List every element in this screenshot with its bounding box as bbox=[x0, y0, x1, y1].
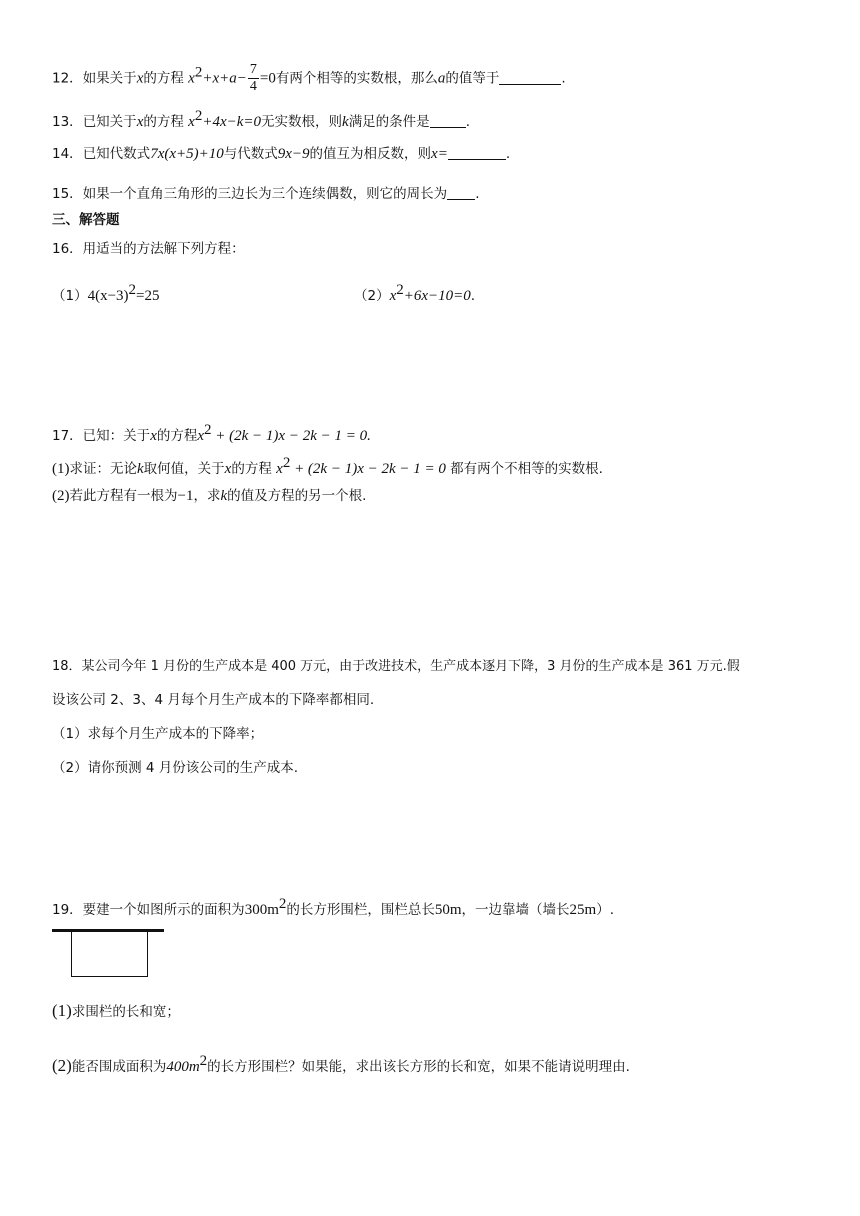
text: 的方程 bbox=[156, 428, 198, 444]
equation: x bbox=[188, 70, 195, 87]
text: . bbox=[561, 70, 566, 87]
text: ，一边靠墙（墙长 bbox=[461, 902, 570, 918]
equation: 4(x−3) bbox=[87, 288, 129, 304]
fence-rectangle bbox=[71, 932, 148, 977]
exponent: 2 bbox=[278, 896, 287, 912]
equation: =25 bbox=[136, 288, 160, 304]
question-16-part-2 bbox=[354, 280, 475, 306]
part-label: (1) bbox=[52, 1001, 72, 1020]
expression: 9x−9 bbox=[277, 146, 310, 162]
question-number: 15． bbox=[52, 186, 83, 202]
equation: x bbox=[389, 288, 397, 304]
answer-blank[interactable] bbox=[499, 70, 561, 85]
math-var: a bbox=[437, 70, 446, 87]
text: 都有两个不相等的实数根. bbox=[445, 461, 603, 477]
expression: 7x(x+5)+10 bbox=[150, 146, 224, 162]
fraction-denominator: 4 bbox=[249, 79, 257, 94]
number: −1 bbox=[177, 488, 194, 504]
question-18-part-1: （1）求每个月生产成本的下降率； bbox=[52, 726, 264, 742]
text: 的长方形围栏？如果能，求出该长方形的长和宽，如果不能请说明理由. bbox=[207, 1059, 630, 1075]
question-18-line-2: 设该公司 2、3、4 月每个月生产成本的下降率都相同. bbox=[52, 692, 375, 708]
section-heading: 三、解答题 bbox=[52, 212, 120, 228]
equation: x bbox=[276, 461, 283, 477]
equation: + (2k − 1)x − 2k − 1 = 0. bbox=[211, 428, 371, 444]
exponent: 2 bbox=[194, 108, 203, 124]
question-12 bbox=[52, 62, 566, 95]
question-17 bbox=[52, 420, 371, 446]
text: 已知关于 bbox=[82, 114, 137, 130]
question-14 bbox=[52, 144, 510, 164]
equation: x bbox=[188, 114, 195, 130]
math-var: x bbox=[150, 428, 157, 444]
question-19-part-2 bbox=[52, 1051, 630, 1077]
text: 17．已知：关于 bbox=[52, 428, 151, 444]
quantity: 25m bbox=[569, 902, 597, 918]
question-17-part-1 bbox=[52, 453, 603, 479]
text: 的值及方程的另一个根. bbox=[227, 488, 367, 504]
math-var: x bbox=[224, 461, 232, 477]
text: . bbox=[465, 114, 470, 130]
math-var: x bbox=[136, 114, 144, 130]
text: . bbox=[475, 186, 480, 202]
quantity: 300m bbox=[244, 902, 279, 918]
text: 有两个相等的实数根，那么 bbox=[275, 70, 438, 87]
text: 19．要建一个如图所示的面积为 bbox=[52, 902, 245, 918]
exponent: 2 bbox=[204, 422, 212, 438]
question-number: 13． bbox=[52, 114, 83, 130]
question-16-part-1 bbox=[52, 280, 160, 306]
math-var: k bbox=[137, 461, 144, 477]
text: 若此方程有一根为 bbox=[69, 488, 178, 504]
part-label: (2) bbox=[52, 1056, 72, 1075]
text: 已知代数式 bbox=[82, 146, 151, 162]
math-var: x bbox=[136, 70, 144, 87]
question-18-line-1: 18．某公司今年 1 月份的生产成本是 400 万元，由于改进技术，生产成本逐月下降，3 月份的生产成本是 361 万元.假 bbox=[52, 659, 740, 674]
part-label: (2) bbox=[52, 488, 70, 504]
text: 的值等于 bbox=[445, 70, 500, 87]
exponent: 2 bbox=[396, 282, 404, 298]
question-17-part-2 bbox=[52, 486, 366, 506]
question-number: 14． bbox=[52, 146, 83, 162]
math-var: k bbox=[342, 114, 349, 130]
text: 的长方形围栏，围栏总长 bbox=[286, 902, 435, 918]
exponent: 2 bbox=[128, 282, 137, 298]
question-15 bbox=[52, 184, 479, 204]
exponent: 2 bbox=[199, 1053, 208, 1069]
part-label: （2） bbox=[354, 288, 390, 304]
exponent: 2 bbox=[194, 64, 203, 81]
part-label: (1) bbox=[52, 461, 70, 477]
question-19-part-1 bbox=[52, 1001, 180, 1022]
answer-blank[interactable] bbox=[447, 185, 475, 200]
expression: x= bbox=[431, 146, 448, 162]
text: 无实数根，则 bbox=[261, 114, 343, 130]
text: 与代数式 bbox=[223, 146, 278, 162]
text: 如果一个直角三角形的三边长为三个连续偶数，则它的周长为 bbox=[82, 186, 448, 202]
fraction-numerator: 7 bbox=[249, 62, 257, 77]
text: ）. bbox=[596, 902, 614, 918]
equation: + (2k − 1)x − 2k − 1 = 0 bbox=[290, 461, 446, 477]
question-19 bbox=[52, 894, 614, 920]
text: ，求 bbox=[193, 488, 221, 504]
exponent: 2 bbox=[282, 455, 291, 471]
text: 的方程 bbox=[143, 70, 184, 87]
quantity: 400m bbox=[166, 1059, 200, 1075]
quantity: 50m bbox=[434, 902, 462, 918]
text: 如果关于 bbox=[82, 70, 137, 87]
text: . bbox=[505, 146, 511, 162]
question-number: 12． bbox=[52, 70, 83, 87]
text: 满足的条件是 bbox=[348, 114, 430, 130]
equation: +x+a− bbox=[202, 70, 247, 87]
question-16: 16．用适当的方法解下列方程： bbox=[52, 241, 245, 257]
text: 求证：无论 bbox=[69, 461, 137, 477]
equation: +6x−10=0 bbox=[403, 288, 471, 304]
fraction bbox=[248, 62, 259, 95]
part-label: （1） bbox=[52, 288, 88, 304]
text: 能否围成面积为 bbox=[71, 1059, 167, 1075]
answer-blank[interactable] bbox=[448, 145, 506, 160]
equation: +4x−k=0 bbox=[202, 114, 262, 130]
equation: x bbox=[197, 428, 205, 444]
text: 求围栏的长和宽； bbox=[71, 1004, 180, 1020]
text: 取何值，关于 bbox=[143, 461, 225, 477]
text: 的方程 bbox=[231, 461, 277, 477]
math-var: k bbox=[220, 488, 228, 504]
text: . bbox=[470, 288, 476, 304]
answer-blank[interactable] bbox=[430, 113, 466, 128]
text: 的值互为相反数，则 bbox=[309, 146, 432, 162]
equation: =0 bbox=[259, 70, 276, 87]
question-18-part-2: （2）请你预测 4 月份该公司的生产成本. bbox=[52, 760, 299, 776]
text: 的方程 bbox=[143, 114, 184, 130]
question-13 bbox=[52, 106, 470, 132]
